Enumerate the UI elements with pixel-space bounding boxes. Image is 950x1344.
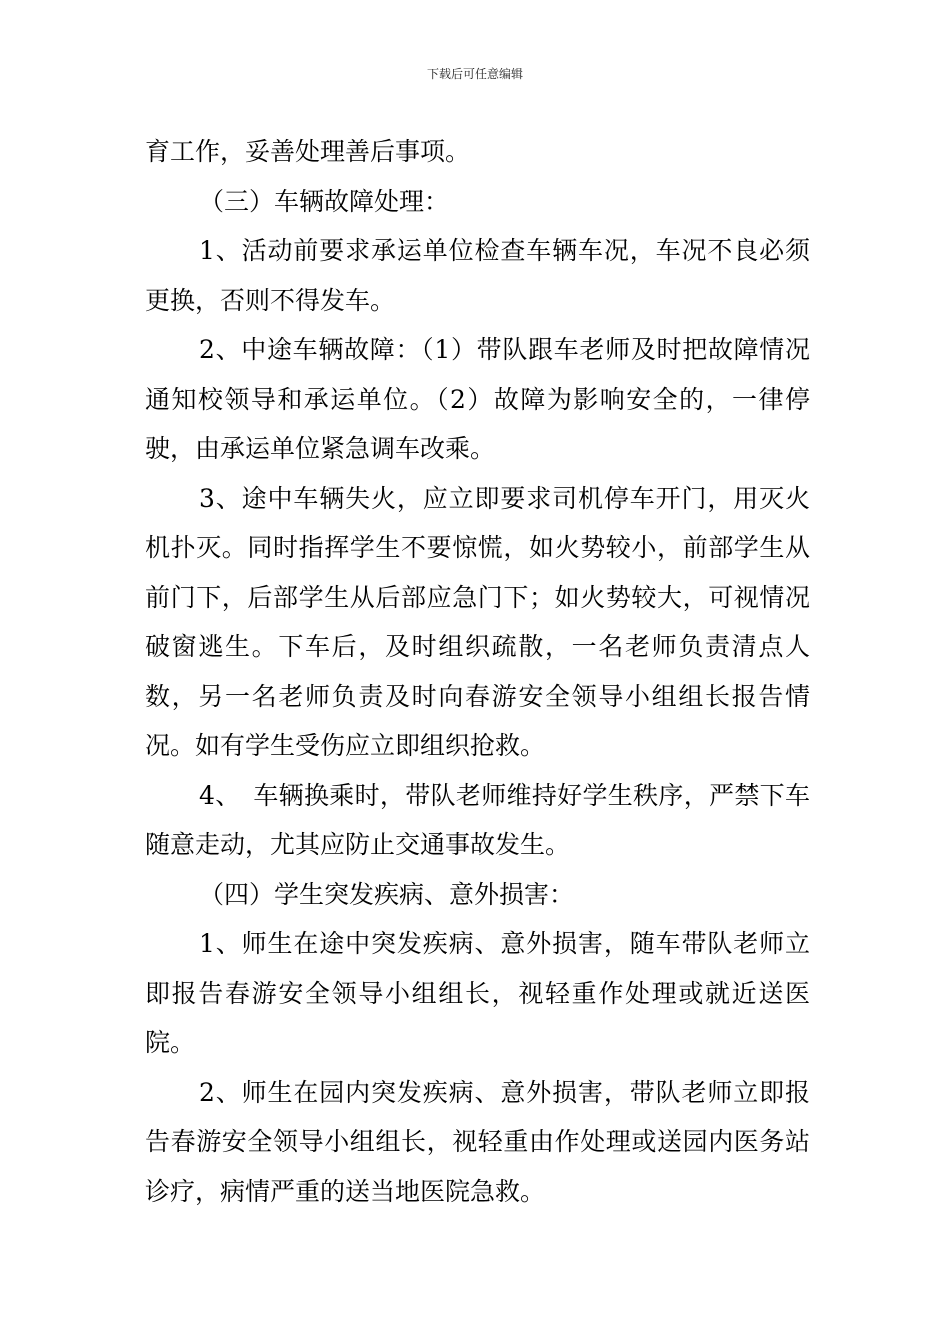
paragraph-item-3: 3、途中车辆失火，应立即要求司机停车开门，用灭火机扑灭。同时指挥学生不要惊慌，如火势较小，前部学生从前门下，后部学生从后部应急门下；如火势较大，可视情况破窗逃生。下车后，及时组织疏散，一名老师负责清点人数，另一名老师负责及时向春游安全领导小组组长报告情况。如有学生受伤应立即组织抢救。 bbox=[145, 483, 810, 760]
document-body bbox=[145, 127, 810, 1216]
paragraph-item-2: 2、中途车辆故障：（1）带队跟车老师及时把故障情况通知校领导和承运单位。（2）故障为影响安全的，一律停驶，由承运单位紧急调车改乘。 bbox=[145, 335, 810, 463]
section-heading-vehicle-fault: （三）车辆故障处理： bbox=[199, 186, 450, 216]
paragraph-item-1-illness: 1、师生在途中突发疾病、意外损害，随车带队老师立即报告春游安全领导小组组长，视轻重作处理或就近送医院。 bbox=[145, 929, 810, 1057]
paragraph-item-4: 4、 车辆换乘时，带队老师维持好学生秩序，严禁下车随意走动，尤其应防止交通事故发生。 bbox=[145, 780, 810, 859]
paragraph-item-1: 1、活动前要求承运单位检查车辆车况，车况不良必须更换，否则不得发车。 bbox=[145, 236, 810, 315]
paragraph-continuation: 育工作，妥善处理善后事项。 bbox=[145, 137, 471, 166]
page-header: 下载后可任意编辑 bbox=[426, 67, 523, 81]
paragraph-item-2-illness: 2、师生在园内突发疾病、意外损害，带队老师立即报告春游安全领导小组组长，视轻重由作处理或送园内医务站诊疗，病情严重的送当地医院急救。 bbox=[145, 1077, 810, 1206]
section-heading-illness-injury: （四）学生突发疾病、意外损害： bbox=[199, 879, 575, 909]
